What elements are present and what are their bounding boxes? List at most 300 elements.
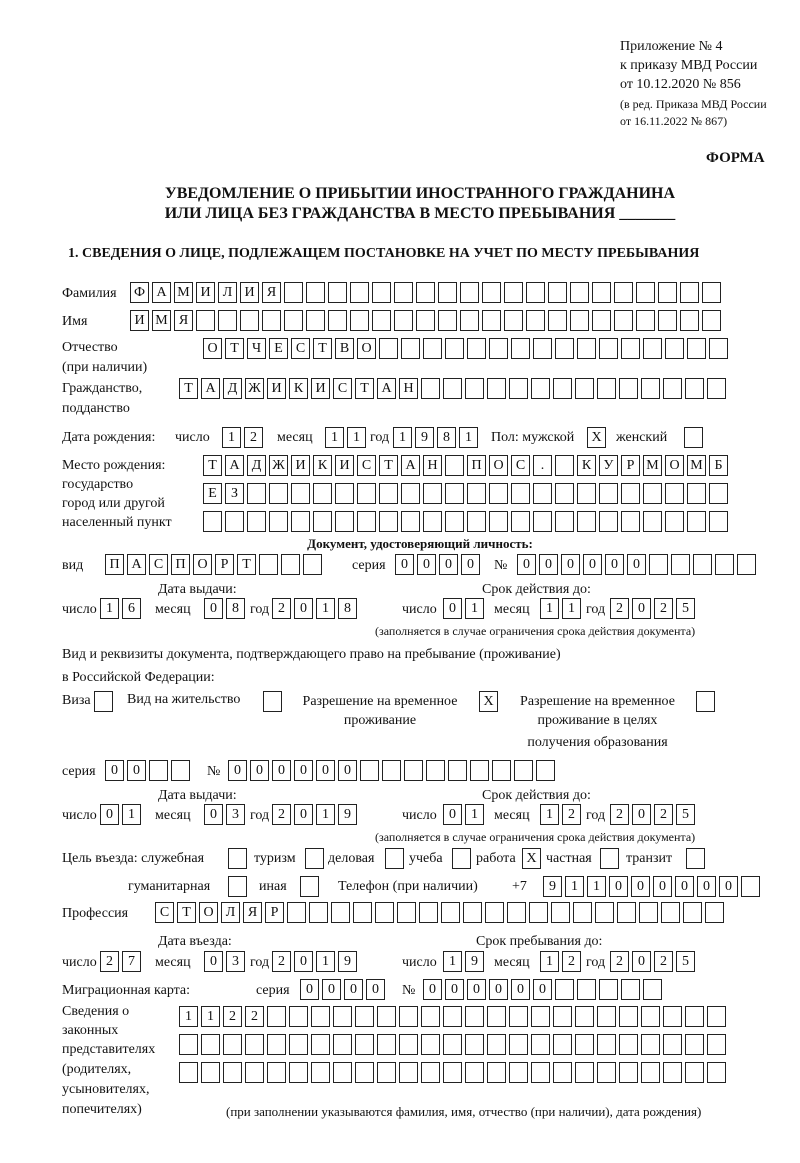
char-cell[interactable] <box>489 338 508 359</box>
char-cell[interactable]: А <box>127 554 146 575</box>
char-cell[interactable] <box>555 483 574 504</box>
char-cell[interactable]: Т <box>179 378 198 399</box>
char-cell[interactable]: 0 <box>467 979 486 1000</box>
char-cell[interactable]: 2 <box>245 1006 264 1027</box>
purpose-work-checkbox[interactable]: X <box>522 848 541 869</box>
char-cell[interactable] <box>399 1006 418 1027</box>
purpose-business-checkbox[interactable] <box>385 848 404 869</box>
char-cell[interactable] <box>333 1034 352 1055</box>
char-cell[interactable] <box>460 310 479 331</box>
char-cell[interactable] <box>223 1034 242 1055</box>
char-cell[interactable]: 9 <box>338 804 357 825</box>
char-cell[interactable]: Т <box>355 378 374 399</box>
char-cell[interactable]: 0 <box>395 554 414 575</box>
char-cell[interactable] <box>693 554 712 575</box>
char-cell[interactable] <box>621 511 640 532</box>
char-cell[interactable]: Я <box>174 310 193 331</box>
purpose-study-checkbox[interactable] <box>452 848 471 869</box>
char-cell[interactable] <box>639 902 658 923</box>
char-cell[interactable] <box>641 378 660 399</box>
char-cell[interactable]: 0 <box>294 760 313 781</box>
char-cell[interactable]: А <box>201 378 220 399</box>
char-cell[interactable] <box>511 338 530 359</box>
char-cell[interactable]: . <box>533 455 552 476</box>
char-cell[interactable] <box>658 310 677 331</box>
char-cell[interactable] <box>201 1062 220 1083</box>
phone-field[interactable] <box>543 876 760 897</box>
stay-issue-day-field[interactable] <box>100 804 141 825</box>
char-cell[interactable] <box>641 1062 660 1083</box>
char-cell[interactable] <box>311 1006 330 1027</box>
char-cell[interactable]: 0 <box>316 760 335 781</box>
char-cell[interactable]: 2 <box>654 598 673 619</box>
char-cell[interactable] <box>509 1062 528 1083</box>
char-cell[interactable] <box>592 310 611 331</box>
char-cell[interactable] <box>597 378 616 399</box>
char-cell[interactable]: 0 <box>445 979 464 1000</box>
sex-female-checkbox[interactable] <box>684 427 703 448</box>
char-cell[interactable] <box>423 483 442 504</box>
char-cell[interactable] <box>641 1006 660 1027</box>
issue-year-field[interactable] <box>272 598 357 619</box>
char-cell[interactable] <box>289 1006 308 1027</box>
char-cell[interactable]: К <box>313 455 332 476</box>
char-cell[interactable] <box>680 310 699 331</box>
char-cell[interactable] <box>401 338 420 359</box>
char-cell[interactable]: 9 <box>543 876 562 897</box>
char-cell[interactable]: 0 <box>443 598 462 619</box>
char-cell[interactable]: К <box>289 378 308 399</box>
char-cell[interactable]: Т <box>237 554 256 575</box>
char-cell[interactable]: 1 <box>122 804 141 825</box>
citizenship-field[interactable] <box>179 378 726 399</box>
char-cell[interactable] <box>531 1034 550 1055</box>
char-cell[interactable] <box>311 1034 330 1055</box>
char-cell[interactable] <box>529 902 548 923</box>
char-cell[interactable] <box>247 483 266 504</box>
char-cell[interactable] <box>573 902 592 923</box>
char-cell[interactable] <box>443 378 462 399</box>
char-cell[interactable] <box>487 378 506 399</box>
char-cell[interactable] <box>465 1006 484 1027</box>
char-cell[interactable]: С <box>291 338 310 359</box>
char-cell[interactable] <box>335 511 354 532</box>
char-cell[interactable] <box>353 902 372 923</box>
char-cell[interactable] <box>599 979 618 1000</box>
char-cell[interactable] <box>511 483 530 504</box>
char-cell[interactable]: Я <box>262 282 281 303</box>
char-cell[interactable]: Е <box>203 483 222 504</box>
char-cell[interactable] <box>291 483 310 504</box>
char-cell[interactable] <box>643 338 662 359</box>
char-cell[interactable] <box>259 554 278 575</box>
char-cell[interactable] <box>597 1006 616 1027</box>
char-cell[interactable] <box>438 282 457 303</box>
char-cell[interactable] <box>465 1062 484 1083</box>
char-cell[interactable] <box>536 760 555 781</box>
char-cell[interactable]: О <box>489 455 508 476</box>
char-cell[interactable] <box>526 310 545 331</box>
char-cell[interactable] <box>281 554 300 575</box>
char-cell[interactable] <box>577 483 596 504</box>
patronymic-field[interactable] <box>203 338 728 359</box>
char-cell[interactable]: Л <box>221 902 240 923</box>
char-cell[interactable]: 0 <box>443 804 462 825</box>
char-cell[interactable] <box>355 1062 374 1083</box>
char-cell[interactable] <box>526 282 545 303</box>
char-cell[interactable] <box>463 902 482 923</box>
char-cell[interactable] <box>350 282 369 303</box>
char-cell[interactable] <box>531 378 550 399</box>
purpose-tourism-checkbox[interactable] <box>305 848 324 869</box>
char-cell[interactable] <box>149 760 168 781</box>
char-cell[interactable] <box>287 902 306 923</box>
char-cell[interactable] <box>715 554 734 575</box>
char-cell[interactable]: 0 <box>100 804 119 825</box>
char-cell[interactable] <box>397 902 416 923</box>
char-cell[interactable] <box>240 310 259 331</box>
char-cell[interactable] <box>379 483 398 504</box>
char-cell[interactable] <box>470 760 489 781</box>
char-cell[interactable] <box>709 483 728 504</box>
char-cell[interactable]: П <box>171 554 190 575</box>
birthplace-field-3[interactable] <box>203 511 728 532</box>
char-cell[interactable] <box>218 310 237 331</box>
char-cell[interactable]: Т <box>313 338 332 359</box>
purpose-humanitarian-checkbox[interactable] <box>228 876 247 897</box>
char-cell[interactable] <box>360 760 379 781</box>
char-cell[interactable] <box>504 310 523 331</box>
char-cell[interactable]: Ф <box>130 282 149 303</box>
char-cell[interactable] <box>328 282 347 303</box>
char-cell[interactable] <box>709 338 728 359</box>
char-cell[interactable]: 0 <box>294 951 313 972</box>
char-cell[interactable] <box>548 310 567 331</box>
char-cell[interactable] <box>531 1006 550 1027</box>
profession-field[interactable] <box>155 902 724 923</box>
char-cell[interactable] <box>267 1006 286 1027</box>
char-cell[interactable] <box>421 1034 440 1055</box>
char-cell[interactable] <box>509 1034 528 1055</box>
char-cell[interactable]: 0 <box>344 979 363 1000</box>
char-cell[interactable] <box>685 1006 704 1027</box>
char-cell[interactable]: 7 <box>122 951 141 972</box>
purpose-service-checkbox[interactable] <box>228 848 247 869</box>
char-cell[interactable] <box>379 511 398 532</box>
char-cell[interactable] <box>614 310 633 331</box>
stay-valid-day-field[interactable] <box>443 804 484 825</box>
char-cell[interactable]: 2 <box>610 598 629 619</box>
doc-type-field[interactable] <box>105 554 322 575</box>
birthplace-field-1[interactable] <box>203 455 728 476</box>
char-cell[interactable] <box>685 1062 704 1083</box>
char-cell[interactable] <box>599 511 618 532</box>
char-cell[interactable] <box>597 1034 616 1055</box>
char-cell[interactable]: И <box>130 310 149 331</box>
char-cell[interactable] <box>306 282 325 303</box>
char-cell[interactable]: 2 <box>272 804 291 825</box>
char-cell[interactable]: Д <box>247 455 266 476</box>
char-cell[interactable] <box>196 310 215 331</box>
char-cell[interactable]: 1 <box>393 427 412 448</box>
char-cell[interactable]: Д <box>223 378 242 399</box>
char-cell[interactable] <box>485 902 504 923</box>
char-cell[interactable] <box>328 310 347 331</box>
char-cell[interactable] <box>492 760 511 781</box>
entry-day-field[interactable] <box>100 951 141 972</box>
char-cell[interactable]: К <box>577 455 596 476</box>
char-cell[interactable] <box>575 1062 594 1083</box>
char-cell[interactable]: 1 <box>347 427 366 448</box>
char-cell[interactable] <box>482 310 501 331</box>
char-cell[interactable] <box>514 760 533 781</box>
char-cell[interactable] <box>443 1034 462 1055</box>
char-cell[interactable] <box>621 338 640 359</box>
char-cell[interactable]: 2 <box>610 804 629 825</box>
char-cell[interactable] <box>665 338 684 359</box>
char-cell[interactable] <box>665 511 684 532</box>
sex-male-checkbox[interactable]: X <box>587 427 606 448</box>
char-cell[interactable]: 0 <box>204 598 223 619</box>
char-cell[interactable]: 5 <box>676 804 695 825</box>
doc-number-field[interactable] <box>517 554 756 575</box>
char-cell[interactable]: О <box>665 455 684 476</box>
char-cell[interactable] <box>599 483 618 504</box>
char-cell[interactable]: 0 <box>697 876 716 897</box>
char-cell[interactable]: 0 <box>105 760 124 781</box>
char-cell[interactable]: О <box>357 338 376 359</box>
char-cell[interactable]: 1 <box>540 598 559 619</box>
char-cell[interactable]: И <box>240 282 259 303</box>
char-cell[interactable]: Р <box>265 902 284 923</box>
char-cell[interactable] <box>649 554 668 575</box>
char-cell[interactable] <box>289 1034 308 1055</box>
char-cell[interactable]: 0 <box>632 804 651 825</box>
char-cell[interactable]: П <box>467 455 486 476</box>
char-cell[interactable] <box>577 511 596 532</box>
birth-year-field[interactable] <box>393 427 478 448</box>
char-cell[interactable]: 1 <box>540 804 559 825</box>
char-cell[interactable] <box>399 1034 418 1055</box>
char-cell[interactable] <box>203 511 222 532</box>
migration-number-field[interactable] <box>423 979 662 1000</box>
char-cell[interactable]: С <box>155 902 174 923</box>
representatives-field-3[interactable] <box>179 1062 726 1083</box>
char-cell[interactable] <box>309 902 328 923</box>
char-cell[interactable]: 0 <box>632 598 651 619</box>
char-cell[interactable] <box>643 483 662 504</box>
char-cell[interactable]: М <box>687 455 706 476</box>
char-cell[interactable] <box>289 1062 308 1083</box>
char-cell[interactable] <box>709 511 728 532</box>
char-cell[interactable] <box>372 282 391 303</box>
char-cell[interactable]: 2 <box>244 427 263 448</box>
stay-valid-year-field[interactable] <box>610 804 695 825</box>
char-cell[interactable] <box>489 511 508 532</box>
char-cell[interactable]: У <box>599 455 618 476</box>
temp-residence-checkbox[interactable]: X <box>479 691 498 712</box>
char-cell[interactable] <box>643 511 662 532</box>
char-cell[interactable]: 0 <box>294 804 313 825</box>
char-cell[interactable] <box>641 1034 660 1055</box>
char-cell[interactable] <box>533 338 552 359</box>
migration-series-field[interactable] <box>300 979 385 1000</box>
char-cell[interactable]: З <box>225 483 244 504</box>
char-cell[interactable] <box>355 1006 374 1027</box>
char-cell[interactable] <box>306 310 325 331</box>
char-cell[interactable]: А <box>225 455 244 476</box>
char-cell[interactable]: 0 <box>517 554 536 575</box>
char-cell[interactable]: Т <box>225 338 244 359</box>
char-cell[interactable]: Л <box>218 282 237 303</box>
purpose-transit-checkbox[interactable] <box>686 848 705 869</box>
valid-month-field[interactable] <box>540 598 581 619</box>
char-cell[interactable]: О <box>193 554 212 575</box>
char-cell[interactable] <box>665 483 684 504</box>
char-cell[interactable] <box>357 483 376 504</box>
char-cell[interactable]: 0 <box>250 760 269 781</box>
char-cell[interactable]: 0 <box>366 979 385 1000</box>
char-cell[interactable] <box>643 979 662 1000</box>
char-cell[interactable] <box>394 282 413 303</box>
char-cell[interactable]: М <box>643 455 662 476</box>
char-cell[interactable]: Т <box>177 902 196 923</box>
char-cell[interactable]: 1 <box>459 427 478 448</box>
char-cell[interactable]: 0 <box>632 951 651 972</box>
char-cell[interactable] <box>399 1062 418 1083</box>
char-cell[interactable]: И <box>311 378 330 399</box>
char-cell[interactable] <box>445 511 464 532</box>
char-cell[interactable] <box>636 282 655 303</box>
char-cell[interactable] <box>487 1062 506 1083</box>
char-cell[interactable] <box>553 1006 572 1027</box>
char-cell[interactable] <box>445 338 464 359</box>
char-cell[interactable] <box>179 1062 198 1083</box>
char-cell[interactable] <box>487 1006 506 1027</box>
char-cell[interactable]: 5 <box>676 951 695 972</box>
char-cell[interactable]: А <box>401 455 420 476</box>
char-cell[interactable]: 3 <box>226 951 245 972</box>
char-cell[interactable]: Ж <box>245 378 264 399</box>
char-cell[interactable]: О <box>203 338 222 359</box>
char-cell[interactable] <box>570 310 589 331</box>
char-cell[interactable] <box>465 378 484 399</box>
char-cell[interactable] <box>313 511 332 532</box>
char-cell[interactable] <box>245 1034 264 1055</box>
char-cell[interactable] <box>460 282 479 303</box>
char-cell[interactable]: 1 <box>222 427 241 448</box>
char-cell[interactable] <box>707 1062 726 1083</box>
char-cell[interactable] <box>614 282 633 303</box>
surname-field[interactable] <box>130 282 721 303</box>
purpose-private-checkbox[interactable] <box>600 848 619 869</box>
char-cell[interactable]: 0 <box>561 554 580 575</box>
char-cell[interactable] <box>553 1034 572 1055</box>
char-cell[interactable] <box>685 1034 704 1055</box>
entry-month-field[interactable] <box>204 951 245 972</box>
char-cell[interactable] <box>507 902 526 923</box>
char-cell[interactable]: 3 <box>226 804 245 825</box>
char-cell[interactable] <box>284 310 303 331</box>
char-cell[interactable]: 1 <box>316 598 335 619</box>
char-cell[interactable] <box>269 483 288 504</box>
stay-issue-month-field[interactable] <box>204 804 245 825</box>
char-cell[interactable]: 0 <box>294 598 313 619</box>
char-cell[interactable]: 0 <box>533 979 552 1000</box>
char-cell[interactable] <box>531 1062 550 1083</box>
char-cell[interactable] <box>438 310 457 331</box>
char-cell[interactable]: 0 <box>423 979 442 1000</box>
char-cell[interactable]: 0 <box>675 876 694 897</box>
char-cell[interactable]: Я <box>243 902 262 923</box>
char-cell[interactable] <box>179 1034 198 1055</box>
residence-permit-checkbox[interactable] <box>263 691 282 712</box>
char-cell[interactable]: 0 <box>204 951 223 972</box>
char-cell[interactable] <box>245 1062 264 1083</box>
char-cell[interactable]: 1 <box>179 1006 198 1027</box>
char-cell[interactable] <box>707 1006 726 1027</box>
char-cell[interactable] <box>416 310 435 331</box>
char-cell[interactable]: Е <box>269 338 288 359</box>
char-cell[interactable]: 1 <box>100 598 119 619</box>
char-cell[interactable]: 1 <box>587 876 606 897</box>
entry-year-field[interactable] <box>272 951 357 972</box>
char-cell[interactable]: 0 <box>204 804 223 825</box>
char-cell[interactable]: 0 <box>719 876 738 897</box>
char-cell[interactable]: 0 <box>631 876 650 897</box>
char-cell[interactable] <box>555 455 574 476</box>
char-cell[interactable] <box>465 1034 484 1055</box>
char-cell[interactable] <box>404 760 423 781</box>
char-cell[interactable]: 2 <box>272 951 291 972</box>
char-cell[interactable] <box>621 483 640 504</box>
char-cell[interactable]: Р <box>621 455 640 476</box>
char-cell[interactable]: Н <box>399 378 418 399</box>
char-cell[interactable]: 0 <box>228 760 247 781</box>
char-cell[interactable] <box>575 1006 594 1027</box>
edu-residence-checkbox[interactable] <box>696 691 715 712</box>
stay-year-field[interactable] <box>610 951 695 972</box>
char-cell[interactable] <box>445 455 464 476</box>
char-cell[interactable] <box>737 554 756 575</box>
char-cell[interactable]: Ч <box>247 338 266 359</box>
char-cell[interactable]: 0 <box>322 979 341 1000</box>
char-cell[interactable] <box>335 483 354 504</box>
char-cell[interactable]: И <box>196 282 215 303</box>
purpose-other-checkbox[interactable] <box>300 876 319 897</box>
char-cell[interactable]: 1 <box>325 427 344 448</box>
char-cell[interactable] <box>577 979 596 1000</box>
char-cell[interactable]: Р <box>215 554 234 575</box>
char-cell[interactable]: 0 <box>539 554 558 575</box>
char-cell[interactable] <box>533 511 552 532</box>
char-cell[interactable] <box>553 378 572 399</box>
char-cell[interactable] <box>331 902 350 923</box>
char-cell[interactable] <box>467 483 486 504</box>
char-cell[interactable]: 0 <box>300 979 319 1000</box>
char-cell[interactable] <box>333 1006 352 1027</box>
char-cell[interactable] <box>445 483 464 504</box>
char-cell[interactable] <box>443 1062 462 1083</box>
char-cell[interactable] <box>375 902 394 923</box>
char-cell[interactable] <box>489 483 508 504</box>
char-cell[interactable] <box>619 1006 638 1027</box>
char-cell[interactable]: 9 <box>338 951 357 972</box>
char-cell[interactable] <box>223 1062 242 1083</box>
char-cell[interactable] <box>575 1034 594 1055</box>
char-cell[interactable]: 2 <box>562 951 581 972</box>
char-cell[interactable] <box>680 282 699 303</box>
